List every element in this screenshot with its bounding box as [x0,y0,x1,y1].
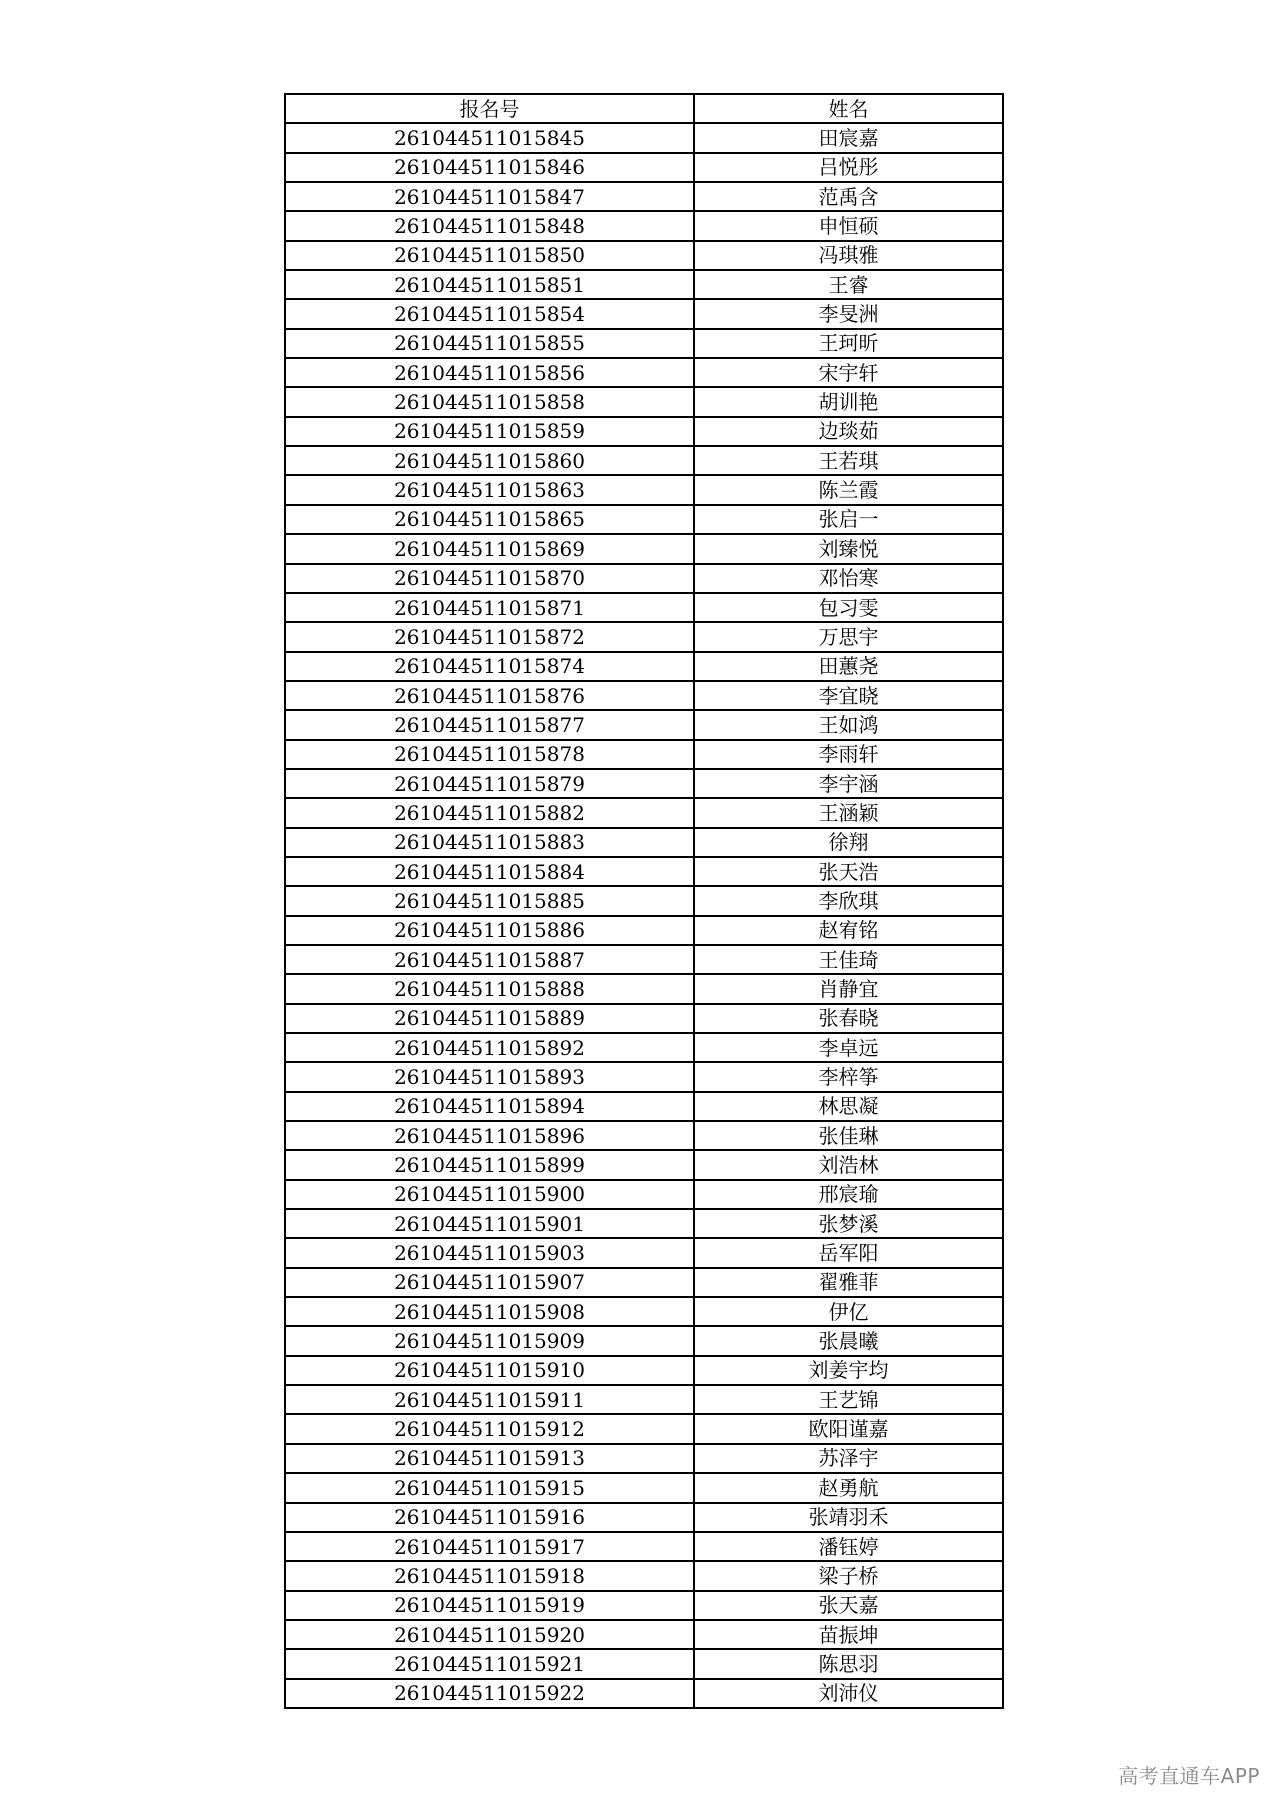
table-row [285,622,1003,651]
name-cell: 李旻洲 [694,299,1003,328]
table-row [285,1561,1003,1590]
table-row [285,681,1003,710]
table-row [285,1004,1003,1033]
name-cell: 田蕙尧 [694,652,1003,681]
registration-number-cell: 261044511015918 [285,1561,694,1590]
registration-number-cell: 261044511015912 [285,1414,694,1443]
registration-number-cell: 261044511015921 [285,1649,694,1678]
table-row [285,1532,1003,1561]
registration-number-cell: 261044511015894 [285,1092,694,1121]
name-cell: 梁子桥 [694,1561,1003,1590]
table-row [285,1356,1003,1385]
table-row [285,1238,1003,1267]
table-row [285,916,1003,945]
table-row [285,1150,1003,1179]
registration-number-cell: 261044511015863 [285,475,694,504]
watermark: 高考直通车APP [1118,1764,1260,1788]
table-row [285,534,1003,563]
name-cell: 王如鸿 [694,710,1003,739]
table-row [285,593,1003,622]
registration-number-cell: 261044511015892 [285,1033,694,1062]
admission-roster-table [284,93,1004,1709]
table-row [285,387,1003,416]
registration-number-cell: 261044511015869 [285,534,694,563]
name-cell: 田宸嘉 [694,123,1003,152]
name-cell: 胡训艳 [694,387,1003,416]
table-row [285,1092,1003,1121]
registration-number-cell: 261044511015883 [285,828,694,857]
name-cell: 肖静宜 [694,974,1003,1003]
registration-number-cell: 261044511015859 [285,417,694,446]
registration-number-cell: 261044511015860 [285,446,694,475]
name-cell: 张梦溪 [694,1209,1003,1238]
registration-number-cell: 261044511015901 [285,1209,694,1238]
registration-number-cell: 261044511015876 [285,681,694,710]
name-cell: 陈兰霞 [694,475,1003,504]
name-cell: 李宇涵 [694,769,1003,798]
registration-number-cell: 261044511015889 [285,1004,694,1033]
name-cell: 刘臻悦 [694,534,1003,563]
table-row [285,769,1003,798]
registration-number-cell: 261044511015885 [285,886,694,915]
name-cell: 张晨曦 [694,1326,1003,1355]
table-row [285,211,1003,240]
registration-number-cell: 261044511015903 [285,1238,694,1267]
registration-number-cell: 261044511015920 [285,1620,694,1649]
name-cell: 苗振坤 [694,1620,1003,1649]
table-row [285,1268,1003,1297]
table-row [285,945,1003,974]
name-cell: 王佳琦 [694,945,1003,974]
registration-number-cell: 261044511015879 [285,769,694,798]
name-cell: 潘钰婷 [694,1532,1003,1561]
registration-number-cell: 261044511015888 [285,974,694,1003]
registration-number-cell: 261044511015913 [285,1444,694,1473]
name-cell: 邓怡寒 [694,564,1003,593]
name-cell: 张春晓 [694,1004,1003,1033]
table-row [285,241,1003,270]
table-body [285,123,1003,1708]
table-row [285,417,1003,446]
registration-number-cell: 261044511015886 [285,916,694,945]
table-row [285,182,1003,211]
registration-number-cell: 261044511015922 [285,1679,694,1708]
registration-number-cell: 261044511015877 [285,710,694,739]
table-header [285,94,1003,123]
registration-number-cell: 261044511015874 [285,652,694,681]
name-cell: 李欣琪 [694,886,1003,915]
table-row [285,153,1003,182]
table-row [285,1209,1003,1238]
registration-number-cell: 261044511015855 [285,329,694,358]
registration-number-cell: 261044511015917 [285,1532,694,1561]
registration-number-cell: 261044511015884 [285,857,694,886]
header-registration-number: 报名号 [285,94,694,123]
name-cell: 刘浩林 [694,1150,1003,1179]
registration-number-cell: 261044511015856 [285,358,694,387]
name-cell: 邢宸瑜 [694,1180,1003,1209]
table-row [285,475,1003,504]
table-row [285,1414,1003,1443]
table-row [285,1679,1003,1708]
name-cell: 刘沛仪 [694,1679,1003,1708]
name-cell: 王若琪 [694,446,1003,475]
name-cell: 赵勇航 [694,1473,1003,1502]
table-row [285,1473,1003,1502]
table-row [285,358,1003,387]
registration-number-cell: 261044511015865 [285,505,694,534]
table-row [285,1385,1003,1414]
table-row [285,1620,1003,1649]
registration-number-cell: 261044511015845 [285,123,694,152]
name-cell: 张佳琳 [694,1121,1003,1150]
registration-number-cell: 261044511015871 [285,593,694,622]
table-row [285,1297,1003,1326]
registration-number-cell: 261044511015910 [285,1356,694,1385]
registration-number-cell: 261044511015851 [285,270,694,299]
table-row [285,1326,1003,1355]
name-cell: 包习雯 [694,593,1003,622]
name-cell: 范禹含 [694,182,1003,211]
name-cell: 万思宇 [694,622,1003,651]
table-row [285,1444,1003,1473]
name-cell: 张天嘉 [694,1591,1003,1620]
registration-number-cell: 261044511015847 [285,182,694,211]
registration-number-cell: 261044511015916 [285,1503,694,1532]
registration-number-cell: 261044511015899 [285,1150,694,1179]
name-cell: 王艺锦 [694,1385,1003,1414]
name-cell: 李雨轩 [694,740,1003,769]
name-cell: 岳军阳 [694,1238,1003,1267]
table-row [285,329,1003,358]
table-row [285,299,1003,328]
name-cell: 林思凝 [694,1092,1003,1121]
name-cell: 陈思羽 [694,1649,1003,1678]
table-row [285,974,1003,1003]
registration-number-cell: 261044511015893 [285,1062,694,1091]
registration-number-cell: 261044511015900 [285,1180,694,1209]
registration-number-cell: 261044511015850 [285,241,694,270]
registration-number-cell: 261044511015911 [285,1385,694,1414]
name-cell: 苏泽宇 [694,1444,1003,1473]
registration-number-cell: 261044511015919 [285,1591,694,1620]
table-row [285,1062,1003,1091]
table-row [285,505,1003,534]
table-row [285,740,1003,769]
registration-number-cell: 261044511015915 [285,1473,694,1502]
name-cell: 王睿 [694,270,1003,299]
registration-number-cell: 261044511015907 [285,1268,694,1297]
name-cell: 欧阳谨嘉 [694,1414,1003,1443]
name-cell: 张启一 [694,505,1003,534]
table-row [285,1649,1003,1678]
name-cell: 伊亿 [694,1297,1003,1326]
registration-number-cell: 261044511015887 [285,945,694,974]
table-row [285,1033,1003,1062]
registration-number-cell: 261044511015858 [285,387,694,416]
name-cell: 李卓远 [694,1033,1003,1062]
name-cell: 徐翔 [694,828,1003,857]
table-row [285,446,1003,475]
registration-number-cell: 261044511015854 [285,299,694,328]
name-cell: 刘姜宇均 [694,1356,1003,1385]
registration-number-cell: 261044511015848 [285,211,694,240]
registration-number-cell: 261044511015878 [285,740,694,769]
name-cell: 申恒硕 [694,211,1003,240]
registration-number-cell: 261044511015872 [285,622,694,651]
registration-number-cell: 261044511015846 [285,153,694,182]
name-cell: 王珂昕 [694,329,1003,358]
registration-number-cell: 261044511015908 [285,1297,694,1326]
name-cell: 赵宥铭 [694,916,1003,945]
name-cell: 翟雅菲 [694,1268,1003,1297]
table-row [285,798,1003,827]
name-cell: 宋宇轩 [694,358,1003,387]
table-row [285,652,1003,681]
registration-number-cell: 261044511015870 [285,564,694,593]
table-row [285,1503,1003,1532]
table-row [285,564,1003,593]
name-cell: 张靖羽禾 [694,1503,1003,1532]
header-row [285,94,1003,123]
table-row [285,828,1003,857]
registration-number-cell: 261044511015909 [285,1326,694,1355]
table-row [285,857,1003,886]
table-row [285,1591,1003,1620]
name-cell: 冯琪雅 [694,241,1003,270]
table-row [285,886,1003,915]
table-row [285,270,1003,299]
name-cell: 张天浩 [694,857,1003,886]
name-cell: 王涵颖 [694,798,1003,827]
registration-number-cell: 261044511015882 [285,798,694,827]
name-cell: 李梓筝 [694,1062,1003,1091]
table-row [285,1180,1003,1209]
header-name: 姓名 [694,94,1003,123]
table-row [285,1121,1003,1150]
name-cell: 吕悦彤 [694,153,1003,182]
registration-number-cell: 261044511015896 [285,1121,694,1150]
name-cell: 边琰茹 [694,417,1003,446]
table-row [285,710,1003,739]
table-row [285,123,1003,152]
name-cell: 李宜晓 [694,681,1003,710]
